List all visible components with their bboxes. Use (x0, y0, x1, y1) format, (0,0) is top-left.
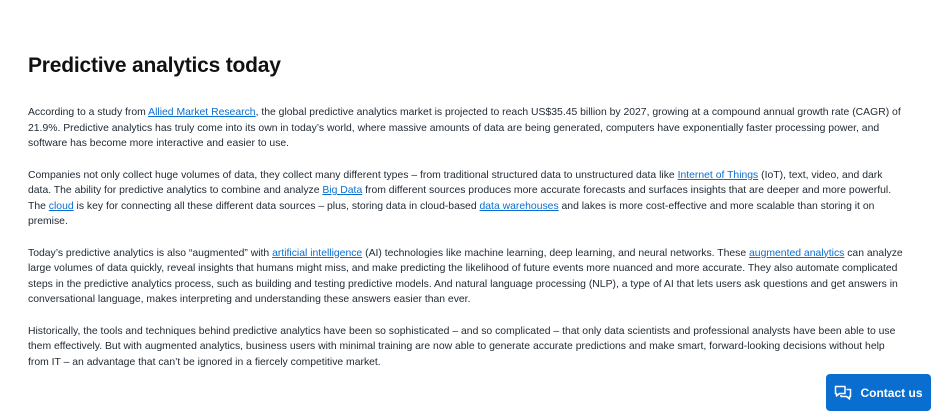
inline-link[interactable]: data warehouses (479, 200, 559, 212)
article-paragraph (28, 168, 908, 230)
paragraph-text: can analyze large volumes of data quickly, reveal insights that humans might miss, and make predicting the likelihood of future events more nuanced and more accurate. They also automate complicated steps in the predictive analytics process, such as building and testing predictive models. And natural language processing (NLP), a type of AI that lets users ask questions and get answers in conversational language, makes interpreting and understanding these answers easier than ever. (28, 247, 903, 305)
chat-bubbles-icon (834, 385, 852, 401)
page-title: Predictive analytics today (28, 54, 281, 77)
inline-link[interactable]: Allied Market Research (148, 107, 256, 118)
article-paragraph (28, 246, 908, 308)
paragraph-text: from different sources produces more accurate forecasts and surfaces insights that are deeper and more powerful. The (28, 185, 892, 212)
inline-link[interactable]: Internet of Things (677, 169, 759, 181)
inline-link[interactable]: artificial intelligence (272, 247, 363, 259)
paragraph-text: , the global predictive analytics market is projected to reach US$35.45 billion by 2027, growing at a compound annual growth rate (CAGR) of 21.9%. Predictive analytics has truly come into its own in today’s world, where massive amounts of data are being generated, computers have exponentially faster processing power, and software has become more interactive and easier to use. (28, 107, 901, 149)
paragraph-text: and lakes is more cost-effective and more scalable than storing it on premise. (28, 200, 875, 227)
inline-link[interactable]: cloud (48, 200, 74, 212)
paragraph-text: According to a study from (28, 107, 149, 118)
contact-us-label: Contact us (860, 385, 923, 400)
contact-us-button[interactable] (826, 374, 931, 411)
article-paragraph (28, 324, 908, 371)
article-paragraph (28, 105, 908, 152)
paragraph-text: (IoT), text, video, and dark data. The ability for predictive analytics to combine and analyze (28, 169, 883, 196)
inline-link[interactable]: augmented analytics (749, 247, 845, 259)
paragraph-text: (AI) technologies like machine learning, deep learning, and neural networks. These (362, 247, 750, 259)
paragraph-text: Historically, the tools and techniques behind predictive analytics have been so sophisticated – and so complicated – that only data scientists and professional analysts have been able to use them effectively. But with augmented analytics, business users with minimal training are now able to generate accurate predictions and make smart, forward-looking decisions without help from IT – an advantage that can’t be ignored in a fiercely competitive market. (28, 325, 896, 368)
paragraph-text: Today’s predictive analytics is also “augmented” with (28, 247, 273, 259)
paragraph-text: Companies not only collect huge volumes of data, they collect many different types – from traditional structured data to unstructured data like (28, 169, 678, 181)
paragraph-text: is key for connecting all these different data sources – plus, storing data in cloud-based (73, 200, 480, 212)
inline-link[interactable]: Big Data (322, 185, 363, 196)
article (28, 52, 908, 386)
